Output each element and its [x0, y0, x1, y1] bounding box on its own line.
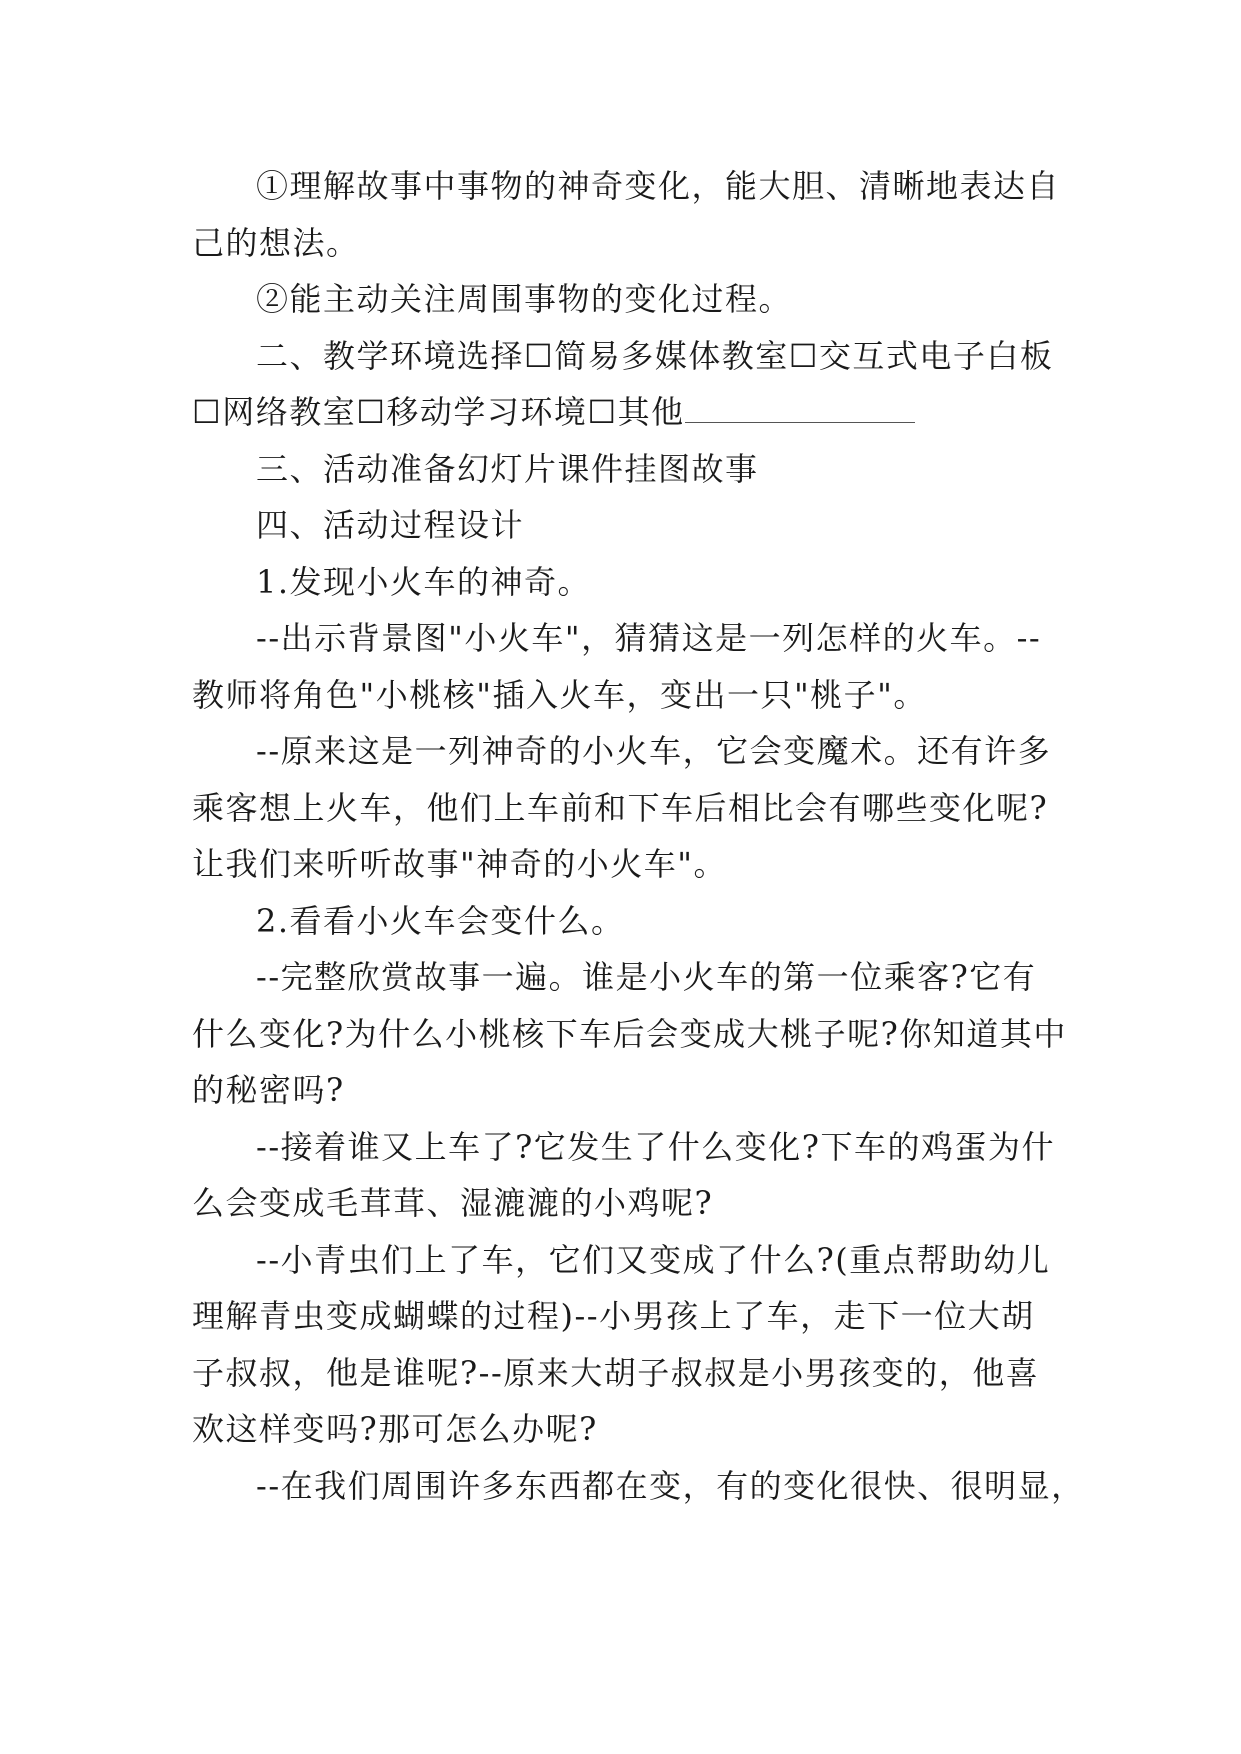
paragraph-section-2: [192, 328, 1062, 441]
text-line: 的秘密吗?: [192, 1071, 345, 1109]
text-line: 三、活动准备幻灯片课件挂图故事: [256, 449, 759, 488]
paragraph-step-1-b: [192, 723, 1062, 893]
text-line: --完整欣赏故事一遍。谁是小火车的第一位乘客?它有: [256, 958, 1037, 996]
text-line: 子叔叔，他是谁呢?--原来大胡子叔叔是小男孩变的，他喜: [192, 1353, 1040, 1392]
text-line: --出示背景图"小火车"，猜猜这是一列怎样的火车。--: [256, 619, 1042, 657]
text-line: 乘客想上火车，他们上车前和下车后相比会有哪些变化呢?: [192, 788, 1049, 827]
document-body: [192, 158, 1085, 1514]
text-line: 四、活动过程设计: [256, 506, 525, 544]
paragraph-goal-2: [192, 271, 1062, 328]
text-line: 理解青虫变成蝴蝶的过程)--小男孩上了车，走下一位大胡: [192, 1297, 1035, 1335]
text-line: 欢这样变吗?那可怎么办呢?: [192, 1410, 598, 1448]
paragraph-section-4: [192, 497, 1062, 554]
paragraph-step-2-c: [192, 1232, 1062, 1458]
paragraph-step-2-a: [192, 949, 1067, 1119]
paragraph-step-2-d: [192, 1458, 1085, 1515]
text-line: --接着谁又上车了?它发生了什么变化?下车的鸡蛋为什: [256, 1127, 1055, 1166]
paragraph-step-1-a: [192, 610, 1062, 723]
text-line: 2.看看小火车会变什么。: [256, 901, 625, 940]
paragraph-step-2-b: [192, 1119, 1062, 1232]
text-line: --原来这是一列神奇的小火车，它会变魔术。还有许多: [256, 732, 1052, 770]
text-line: --小青虫们上了车，它们又变成了什么?(重点帮助幼儿: [256, 1240, 1051, 1279]
text-line-with-blank: [192, 384, 1062, 441]
paragraph-goal-1: [192, 158, 1062, 271]
text-line: --在我们周围许多东西都在变，有的变化很快、很明显，: [256, 1466, 1085, 1505]
text-line: 二、教学环境选择☐简易多媒体教室☐交互式电子白板: [256, 336, 1054, 375]
fill-in-blank: [685, 392, 915, 423]
text-line: 己的想法。: [192, 223, 360, 262]
paragraph-step-1: [192, 554, 1062, 611]
text-line: 1.发现小火车的神奇。: [256, 562, 592, 601]
paragraph-section-3: [192, 441, 1062, 498]
paragraph-step-2: [192, 893, 1062, 950]
text-line: 教师将角色"小桃核"插入火车，变出一只"桃子"。: [192, 675, 927, 714]
text-line: ②能主动关注周围事物的变化过程。: [256, 280, 793, 318]
text-line: 让我们来听听故事"神奇的小火车"。: [192, 845, 727, 883]
text-line: 什么变化?为什么小桃核下车后会变成大桃子呢?你知道其中: [192, 1014, 1067, 1053]
text-line: ①理解故事中事物的神奇变化，能大胆、清晰地表达自: [256, 167, 1061, 205]
text-line: 么会变成毛茸茸、湿漉漉的小鸡呢?: [192, 1184, 714, 1222]
text-segment: ☐网络教室☐移动学习环境☐其他: [192, 393, 685, 431]
